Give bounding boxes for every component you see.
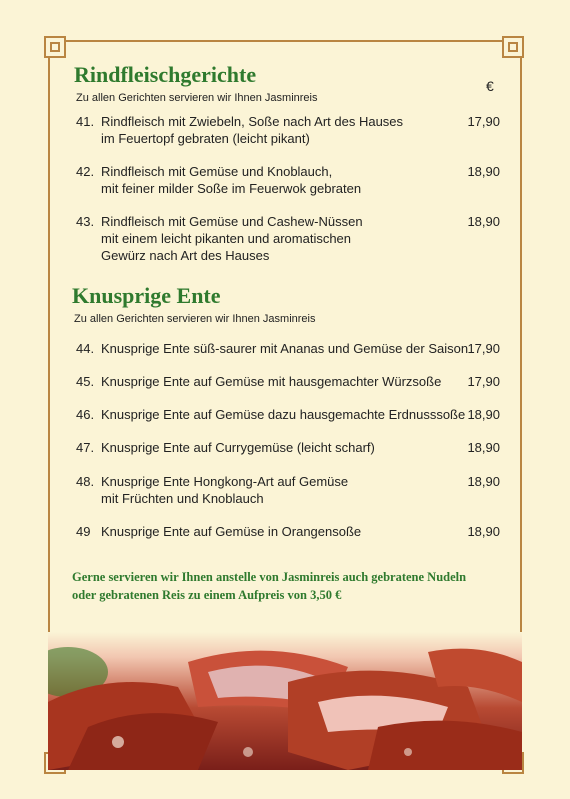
item-number: 41. bbox=[76, 114, 95, 129]
item-description-line: Knusprige Ente auf Gemüse dazu hausgemachte Erdnusssoße bbox=[101, 407, 466, 422]
section-note-rindfleisch: Zu allen Gerichten servieren wir Ihnen Jasminreis bbox=[76, 92, 318, 104]
item-price: 17,90 bbox=[467, 114, 500, 129]
roast-duck-photo bbox=[48, 632, 522, 770]
item-number: 45. bbox=[76, 374, 95, 389]
section-title-ente: Knusprige Ente bbox=[72, 283, 221, 308]
item-description-line: Knusprige Ente Hongkong-Art auf Gemüse bbox=[101, 474, 349, 489]
corner-ornament-icon bbox=[502, 36, 524, 58]
item-price: 18,90 bbox=[467, 474, 500, 489]
item-price: 18,90 bbox=[467, 164, 500, 179]
item-number: 47. bbox=[76, 440, 95, 455]
item-description-line: Knusprige Ente süß-saurer mit Ananas und Gemüse der Saison bbox=[101, 341, 469, 356]
item-number: 48. bbox=[76, 474, 95, 489]
item-price: 18,90 bbox=[467, 407, 500, 422]
item-number: 42. bbox=[76, 164, 95, 179]
footer-note bbox=[72, 568, 512, 604]
item-description-line: Rindfleisch mit Gemüse und Knoblauch, bbox=[101, 164, 333, 179]
item-number: 44. bbox=[76, 341, 95, 356]
item-description-line: mit feiner milder Soße im Feuerwok gebraten bbox=[101, 181, 362, 196]
item-price: 17,90 bbox=[467, 374, 500, 389]
item-description-line: Rindfleisch mit Zwiebeln, Soße nach Art des Hauses bbox=[101, 114, 404, 129]
item-description-line: Rindfleisch mit Gemüse und Cashew-Nüssen bbox=[101, 214, 363, 229]
item-number: 46. bbox=[76, 407, 95, 422]
item-description-line: mit einem leicht pikanten und aromatischen bbox=[101, 231, 352, 246]
item-price: 18,90 bbox=[467, 440, 500, 455]
item-price: 18,90 bbox=[467, 524, 500, 539]
section-note-ente: Zu allen Gerichten servieren wir Ihnen Jasminreis bbox=[74, 313, 316, 325]
corner-ornament-icon bbox=[44, 36, 66, 58]
item-description-line: Knusprige Ente auf Gemüse mit hausgemachter Würzsoße bbox=[101, 374, 442, 389]
item-number: 49 bbox=[76, 524, 91, 539]
item-description-line: Gewürz nach Art des Hauses bbox=[101, 248, 270, 263]
item-description-line: Knusprige Ente auf Gemüse in Orangensoße bbox=[101, 524, 362, 539]
item-price: 18,90 bbox=[467, 214, 500, 229]
section-title-rindfleisch: Rindfleischgerichte bbox=[74, 62, 257, 87]
item-description-line: Knusprige Ente auf Currygemüse (leicht scharf) bbox=[101, 440, 375, 455]
currency-symbol: € bbox=[486, 78, 494, 94]
item-price: 17,90 bbox=[467, 341, 500, 356]
item-number: 43. bbox=[76, 214, 95, 229]
item-description-line: mit Früchten und Knoblauch bbox=[101, 491, 264, 506]
item-description-line: im Feuertopf gebraten (leicht pikant) bbox=[101, 131, 310, 146]
footer-note-line: Gerne servieren wir Ihnen anstelle von Jasminreis auch gebratene Nudeln bbox=[72, 570, 467, 584]
footer-note-line: oder gebratenen Reis zu einem Aufpreis von 3,50 € bbox=[72, 588, 342, 602]
